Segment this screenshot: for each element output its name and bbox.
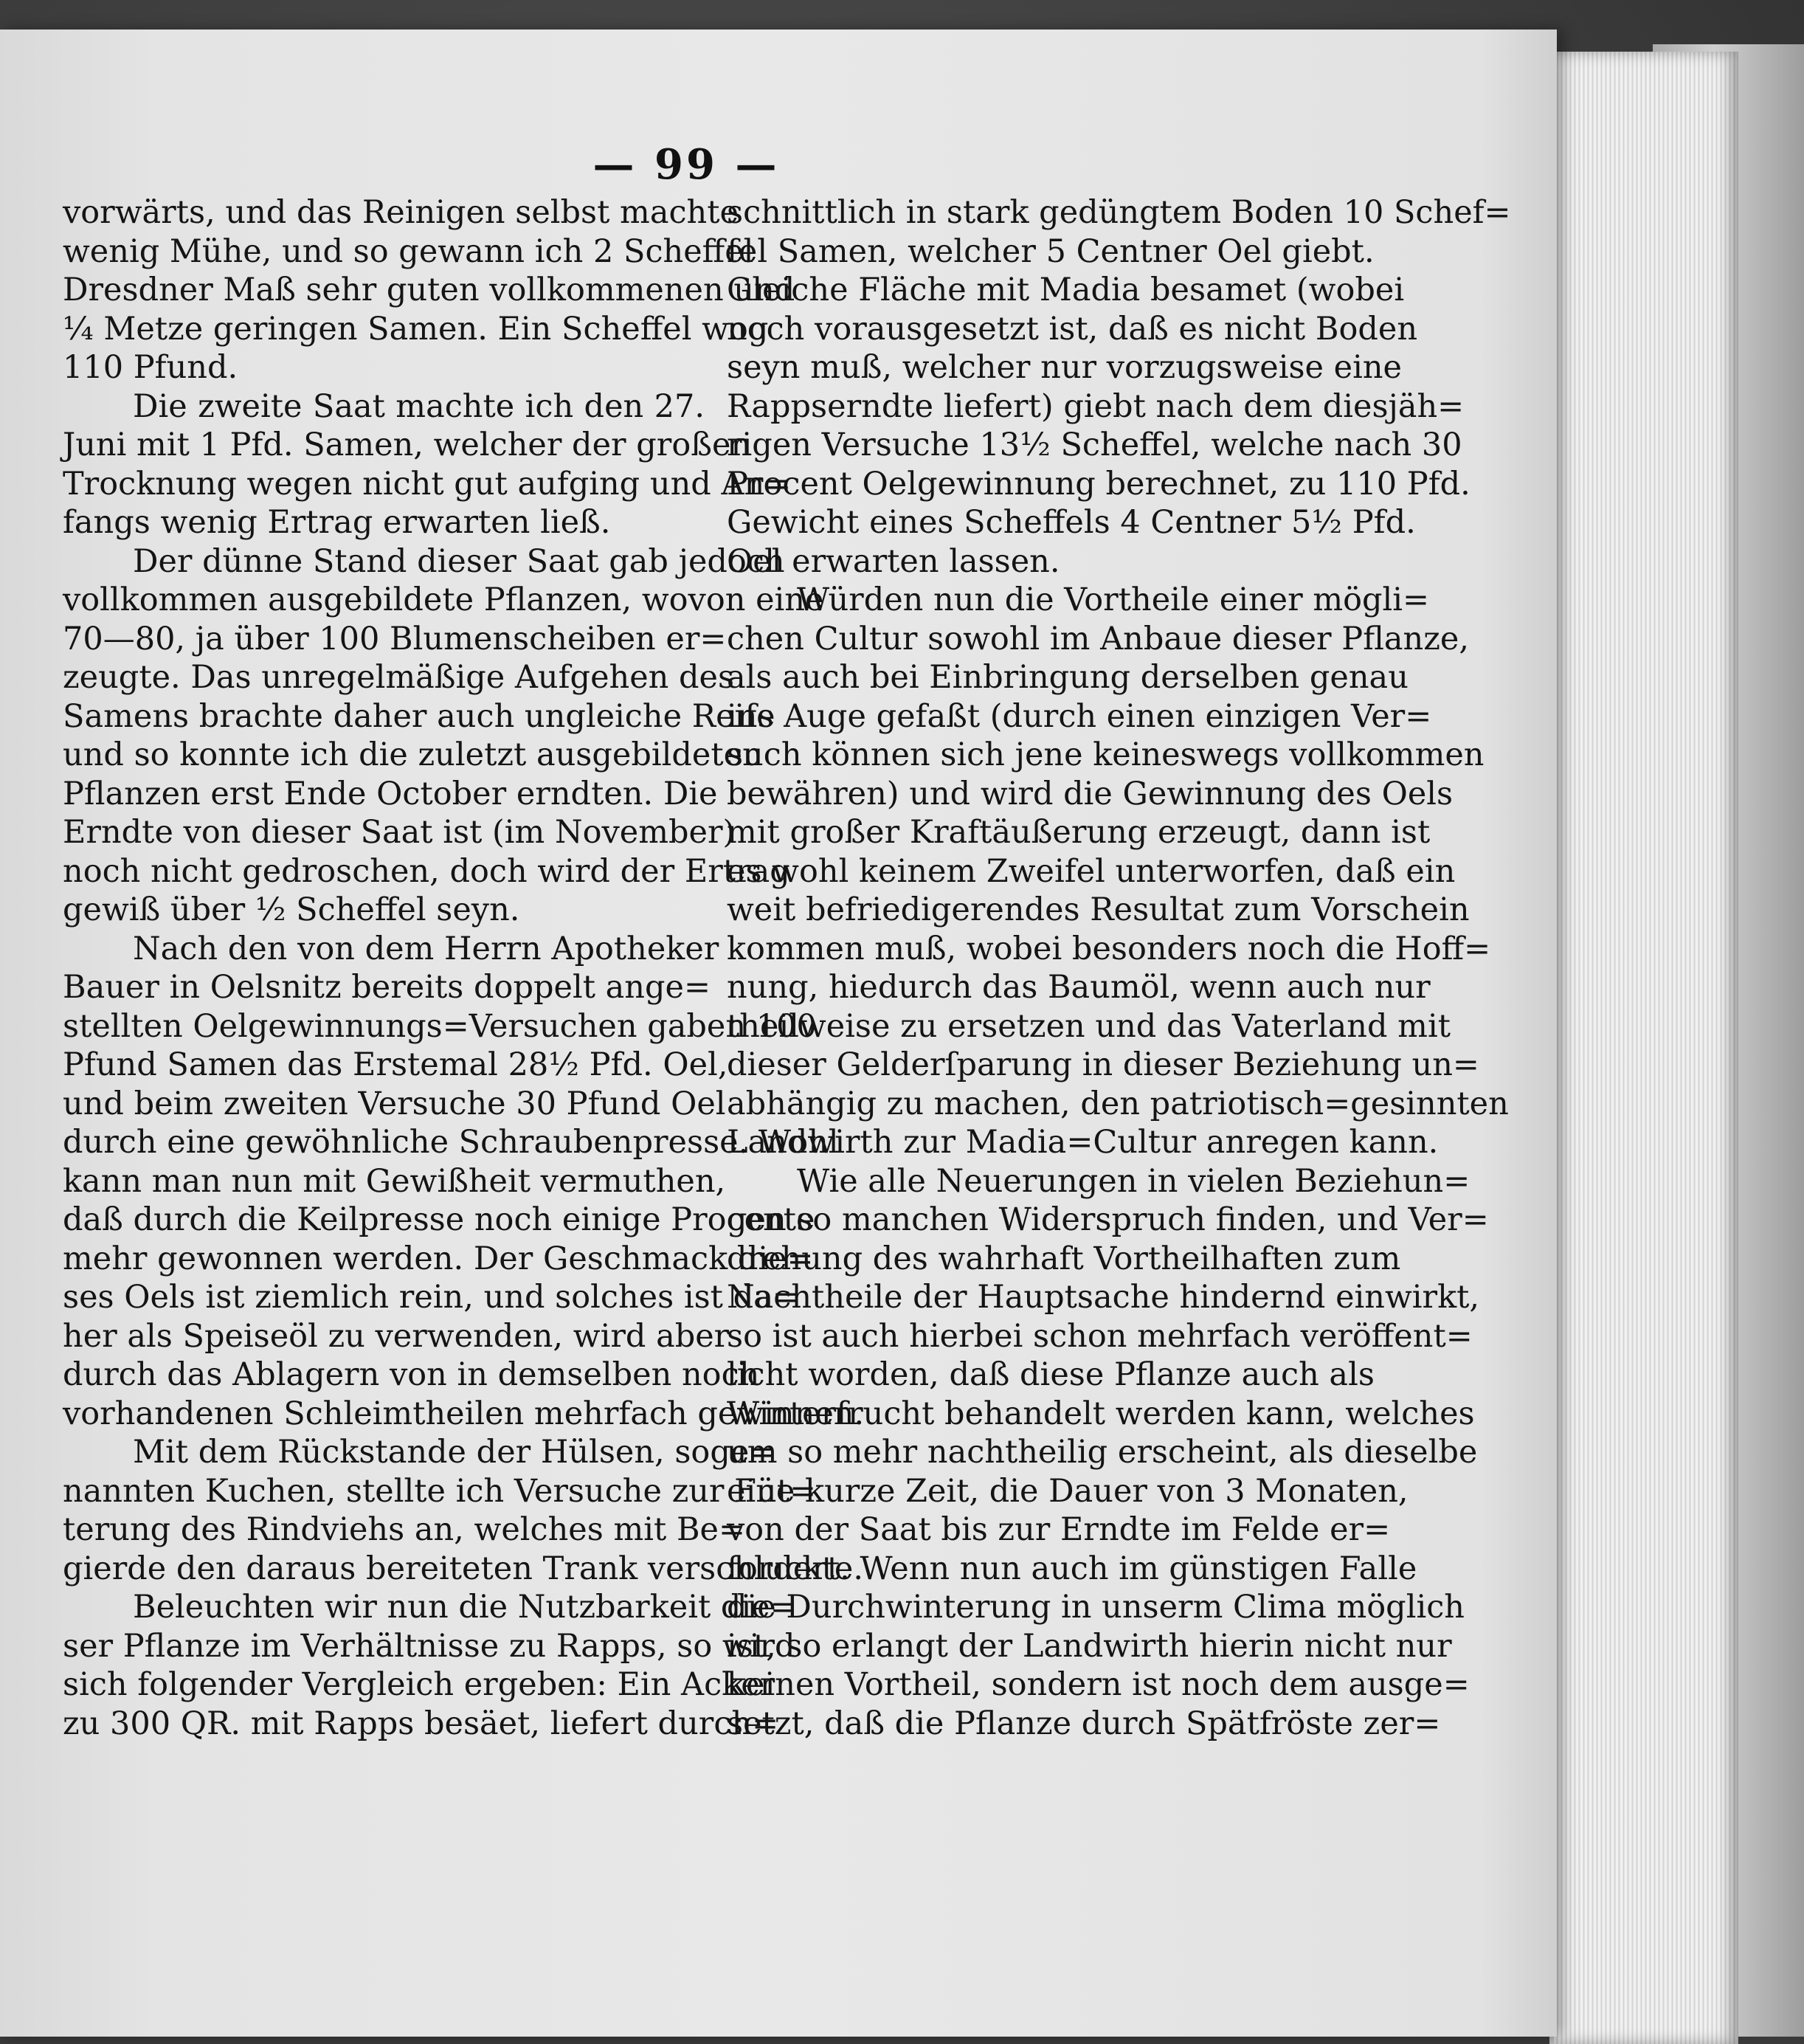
text-line: Die zweite Saat machte ich den 27. (133, 387, 705, 425)
text-line: seyn muß, welcher nur vorzugsweise eine (727, 349, 1402, 386)
page-number: — 99 — (592, 140, 780, 189)
text-line: rigen Versuche 13½ Scheffel, welche nach 30 (727, 427, 1462, 463)
text-line: ser Pflanze im Verhältnisse zu Rapps, so wird (63, 1627, 795, 1665)
text-line: keinen Vortheil, sondern ist noch dem ausge= (727, 1666, 1470, 1703)
text-line: wenig Mühe, und so gewann ich 2 Scheffel (63, 232, 754, 270)
text-line: fel Samen, welcher 5 Centner Oel giebt. (727, 232, 1375, 270)
text-line: ist, so erlangt der Landwirth hierin nicht nur (727, 1627, 1452, 1665)
right-text-column (727, 193, 1511, 1743)
text-line: bewähren) und wird die Gewinnung des Oels (727, 775, 1454, 812)
text-line: kommen muß, wobei besonders noch die Hoff= (727, 930, 1491, 967)
text-line: mit großer Kraftäußerung erzeugt, dann ist (727, 814, 1431, 851)
text-line: Gleiche Fläche mit Madia besamet (wobei (727, 272, 1405, 308)
text-line: Winterfrucht behandelt werden kann, welches (727, 1395, 1475, 1432)
book-page-edges (1549, 52, 1738, 2044)
left-text-column (63, 193, 865, 1743)
text-line: ¼ Metze geringen Samen. Ein Scheffel wog (63, 310, 769, 348)
text-line: Nach den von dem Herrn Apotheker (133, 930, 719, 967)
text-line: fangs wenig Ertrag erwarten ließ. (63, 504, 611, 541)
text-line: Würden nun die Vortheile einer mögli= (797, 581, 1430, 618)
text-line: so ist auch hierbei schon mehrfach veröffent= (727, 1317, 1473, 1355)
text-line: weit befriedigerendes Resultat zum Vorschein (727, 891, 1470, 928)
text-line: Beleuchten wir nun die Nutzbarkeit die= (133, 1589, 797, 1626)
text-line: vorwärts, und das Reinigen selbst machte (63, 194, 739, 231)
text-line: von der Saat bis zur Erndte im Felde er= (727, 1511, 1391, 1548)
text-line: 70—80, ja über 100 Blumenscheiben er= (63, 620, 727, 657)
text-line: Wie alle Neuerungen in vielen Beziehun= (797, 1162, 1470, 1200)
text-line: ins Auge gefaßt (durch einen einzigen Ver= (727, 697, 1432, 735)
text-line: zeugte. Das unregelmäßige Aufgehen des (63, 659, 735, 696)
book-page (0, 30, 1557, 2037)
text-line: Juni mit 1 Pfd. Samen, welcher der großen (63, 427, 752, 463)
text-line: Nachtheile der Hauptsache hindernd einwirkt, (727, 1279, 1480, 1316)
text-line: eine kurze Zeit, die Dauer von 3 Monaten, (727, 1472, 1409, 1510)
text-line: noch vorausgesetzt ist, daß es nicht Boden (727, 310, 1418, 348)
text-line: daß durch die Keilpresse noch einige Procente (63, 1201, 815, 1238)
text-line: Oel erwarten lassen. (727, 542, 1060, 580)
text-line: such können sich jene keineswegs vollkommen (727, 736, 1485, 773)
text-line: nung, hiedurch das Baumöl, wenn auch nur (727, 969, 1431, 1006)
text-line: terung des Rindviehs an, welches mit Be= (63, 1511, 746, 1548)
text-line: 110 Pfund. (63, 349, 238, 386)
text-line: setzt, daß die Pflanze durch Spätfröste zer= (727, 1705, 1441, 1742)
text-line: als auch bei Einbringung derselben genau (727, 659, 1409, 696)
text-line: zu 300 QR. mit Rapps besäet, liefert durch= (63, 1705, 779, 1742)
text-line: licht worden, daß diese Pflanze auch als (727, 1356, 1375, 1393)
text-line: Dresdner Maß sehr guten vollkommenen und (63, 272, 795, 308)
text-line: Landwirth zur Madia=Cultur anregen kann. (727, 1124, 1439, 1161)
text-line: durch das Ablagern von in demselben noch (63, 1356, 760, 1393)
text-line: Procent Oelgewinnung berechnet, zu 110 Pfd. (727, 465, 1470, 503)
text-line: Mit dem Rückstande der Hülsen, soge= (133, 1434, 776, 1471)
text-line: kann man nun mit Gewißheit vermuthen, (63, 1162, 726, 1200)
text-line: theilweise zu ersetzen und das Vaterland mit (727, 1007, 1451, 1045)
text-line: abhängig zu machen, den patriotisch=gesinnten (727, 1085, 1509, 1122)
text-line: Trocknung wegen nicht gut aufging und An= (63, 465, 792, 503)
text-line: Pfund Samen das Erstemal 28½ Pfd. Oel, (63, 1046, 728, 1083)
text-line: vollkommen ausgebildete Pflanzen, wovon eine (63, 581, 824, 618)
text-line: dieser Gelderſparung in dieser Beziehung un= (727, 1046, 1479, 1083)
text-line: mehr gewonnen werden. Der Geschmack die= (63, 1240, 814, 1277)
text-line: chen Cultur sowohl im Anbaue dieser Pflanze, (727, 620, 1469, 657)
text-line: sich folgender Vergleich ergeben: Ein Acker (63, 1666, 775, 1703)
text-line: es wohl keinem Zweifel unterworfen, daß ein (727, 852, 1456, 890)
text-line: vorhandenen Schleimtheilen mehrfach gewinnen. (63, 1395, 865, 1432)
text-line: Gewicht eines Scheffels 4 Centner 5½ Pfd. (727, 504, 1416, 541)
text-line: Pflanzen erst Ende October erndten. Die (63, 775, 718, 812)
text-line: Erndte von dieser Saat ist (im November) (63, 814, 736, 851)
text-line: fordert. Wenn nun auch im günstigen Falle (727, 1550, 1417, 1587)
text-line: gen so manchen Widerspruch finden, und Ver= (727, 1201, 1489, 1238)
text-line: nannten Kuchen, stellte ich Versuche zur Füt= (63, 1472, 816, 1510)
text-line: Rappserndte liefert) giebt nach dem diesjäh= (727, 387, 1465, 425)
text-line: Samens brachte daher auch ungleiche Reife (63, 697, 775, 735)
text-line: stellten Oelgewinnungs=Versuchen gaben 100 (63, 1007, 817, 1045)
text-line: Bauer in Oelsnitz bereits doppelt ange= (63, 969, 711, 1006)
text-line: um so mehr nachtheilig erscheint, als dieselbe (727, 1434, 1478, 1471)
text-line: her als Speiseöl zu verwenden, wird aber (63, 1317, 730, 1355)
text-line: Der dünne Stand dieser Saat gab jedoch (133, 542, 785, 580)
text-line: und beim zweiten Versuche 30 Pfund Oel (63, 1085, 726, 1122)
text-line: gewiß über ½ Scheffel seyn. (63, 891, 520, 928)
text-line: und so konnte ich die zuletzt ausgebildeten (63, 736, 763, 773)
text-line: drehung des wahrhaft Vortheilhaften zum (727, 1240, 1401, 1277)
text-line: gierde den daraus bereiteten Trank verschluckte. (63, 1550, 863, 1587)
text-line: noch nicht gedroschen, doch wird der Ertrag (63, 852, 790, 890)
text-line: ses Oels ist ziemlich rein, und solches ist da= (63, 1279, 799, 1316)
text-line: schnittlich in stark gedüngtem Boden 10 Schef= (727, 194, 1511, 231)
text-line: die Durchwinterung in unserm Clima möglich (727, 1589, 1465, 1626)
text-line: durch eine gewöhnliche Schraubenpresse. Wohl (63, 1124, 839, 1161)
